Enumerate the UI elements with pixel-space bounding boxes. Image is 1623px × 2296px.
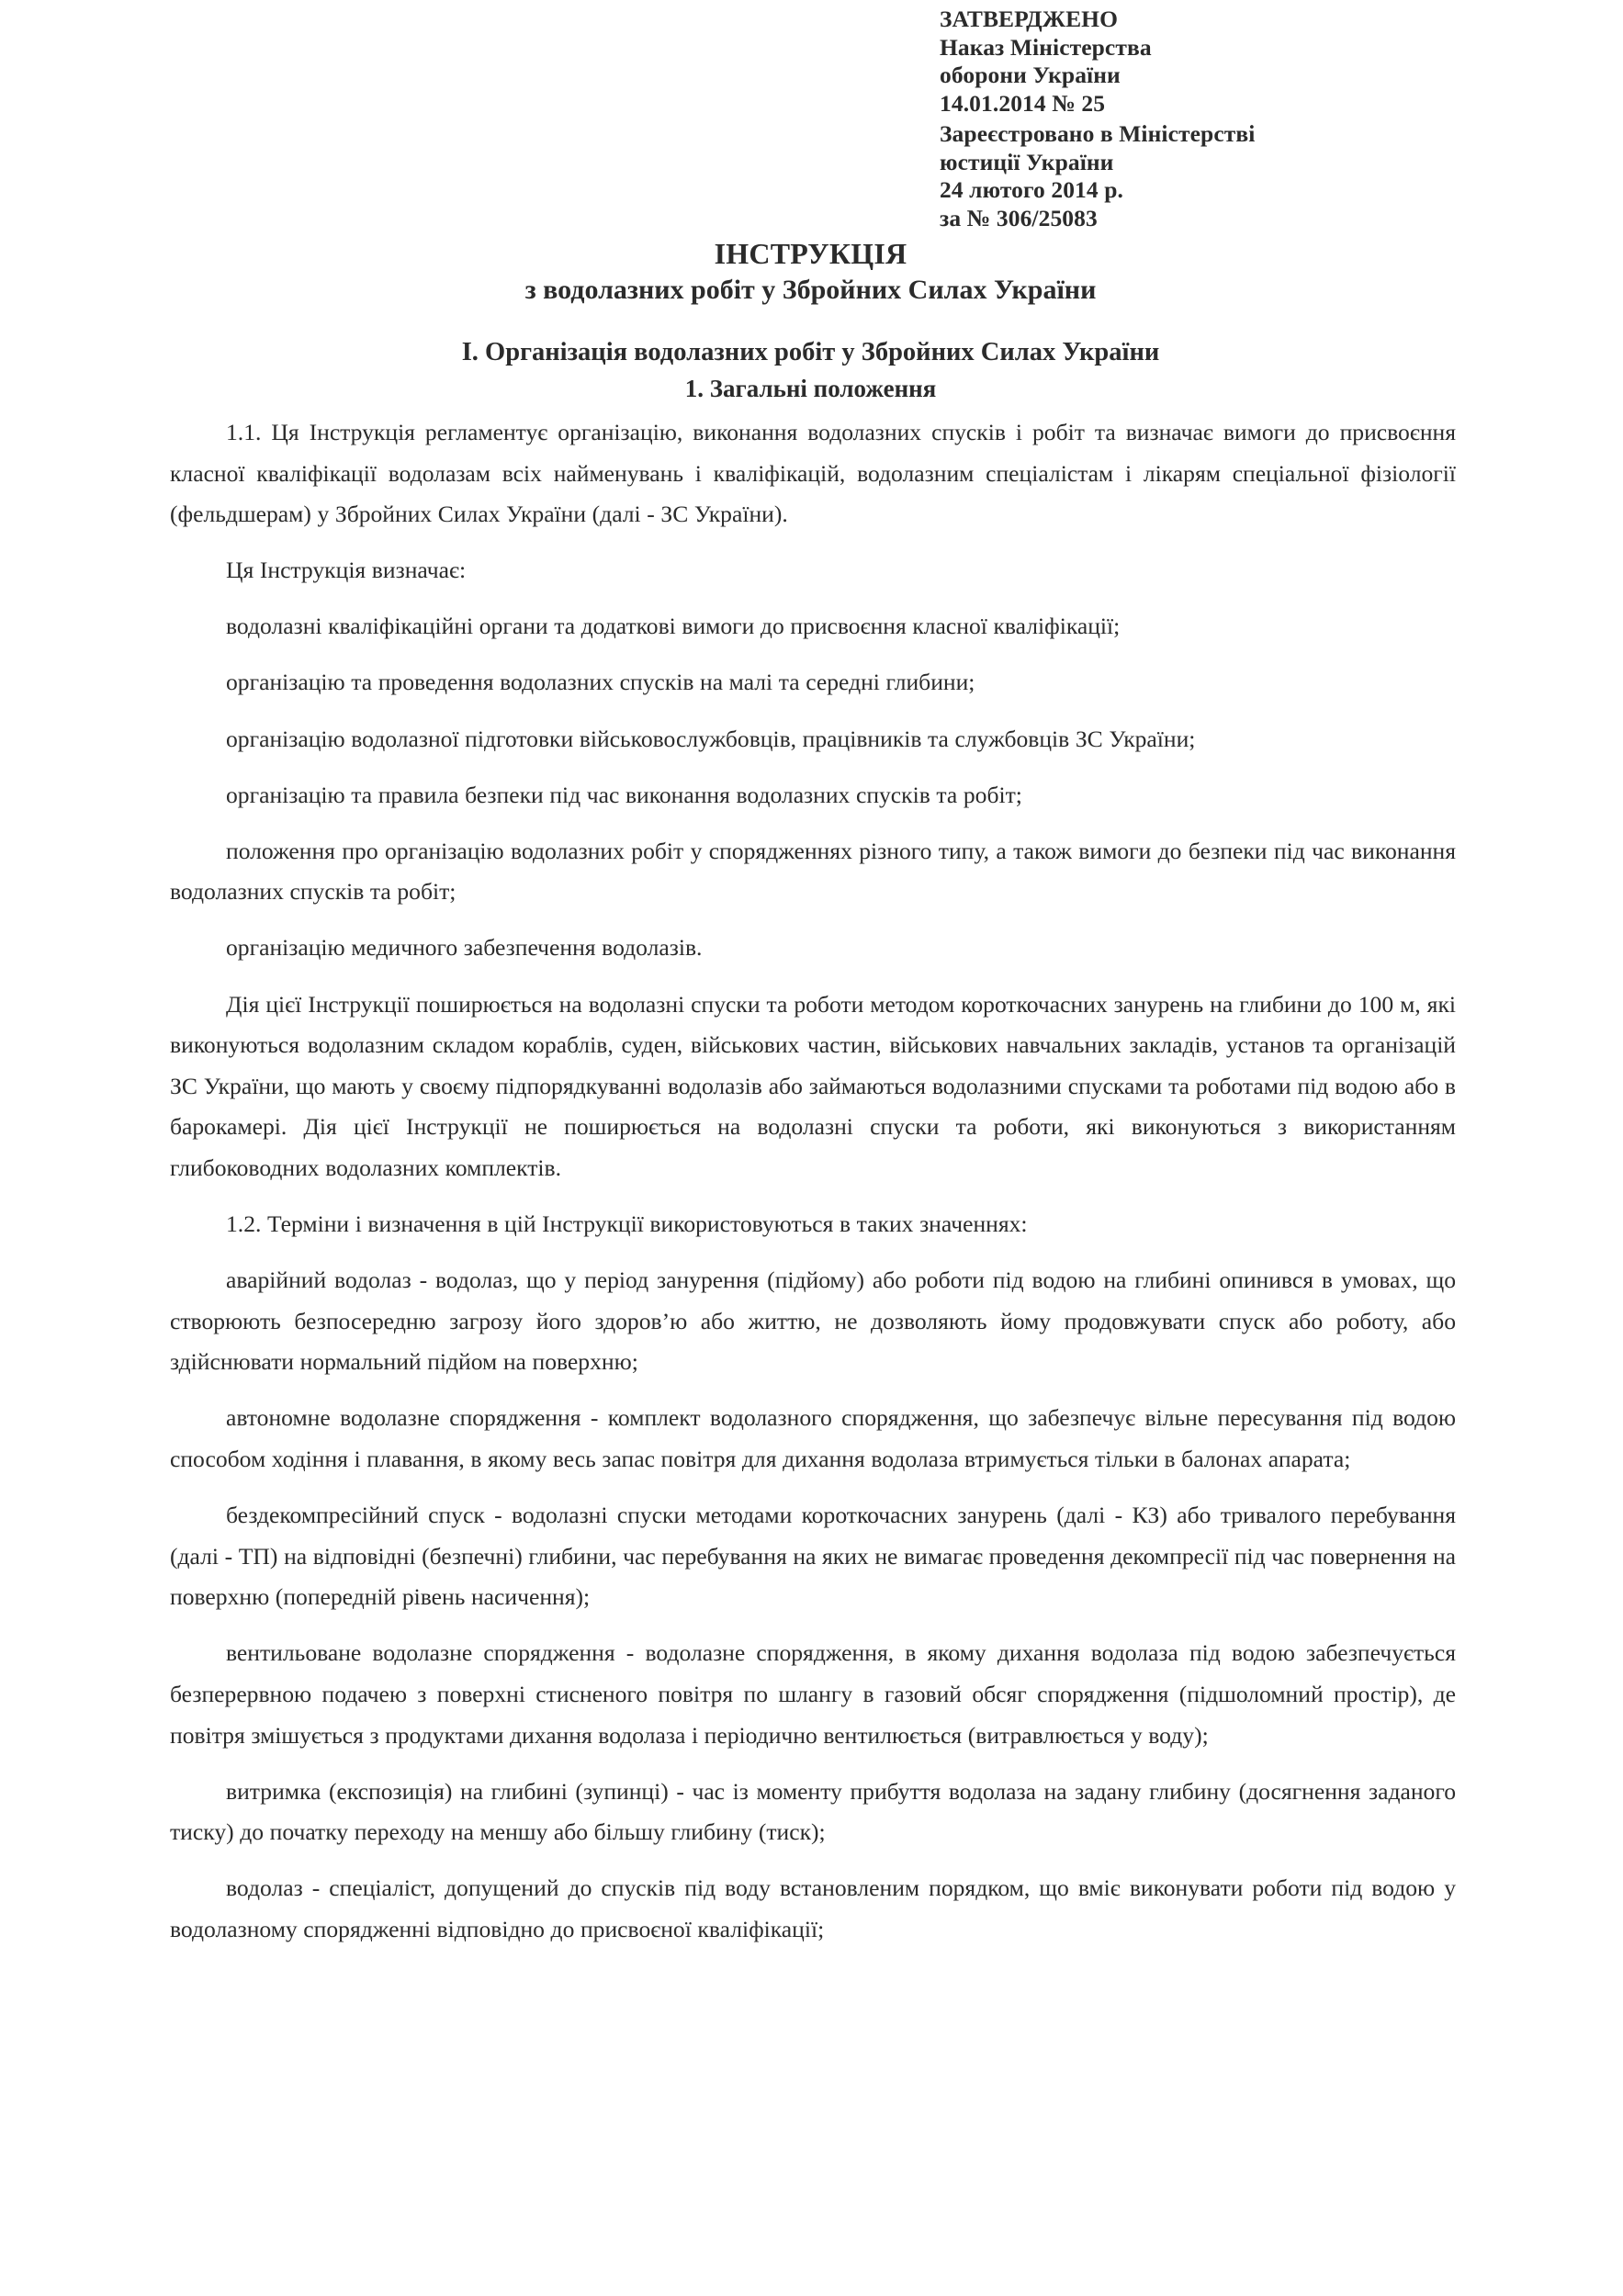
- paragraph: організацію медичного забезпечення водолазів.: [226, 934, 703, 962]
- paragraph: Дія цієї Інструкції поширюється на водолазні спуски та роботи методом короткочасних занурень на глибини до 100 м, які виконуються водолазним складом кораблів, суден, військових частин, військових навчальних закладів, установ та організацій ЗС України, що мають у своєму підпорядкуванні водолазів або займаються водолазними спусками та роботами під водою або в барокамері. Дія цієї Інструкції не поширюється на водолазні спуски та роботи, які виконуються з використанням глибоководних водолазних комплектів.: [170, 990, 1456, 1181]
- approval-block: [940, 6, 1527, 118]
- registration-line-2: юстиції України: [940, 148, 1114, 175]
- paragraph: організацію водолазної підготовки військовослужбовців, працівників та службовців ЗС України;: [226, 725, 1196, 752]
- registration-line-4: за № 306/25083: [940, 204, 1098, 231]
- subsection-heading: 1. Загальні положення: [684, 375, 937, 402]
- paragraph: вентильоване водолазне спорядження - водолазне спорядження, в якому дихання водолаза під водою забезпечується безперервною подачею з поверхні стисненого повітря по шлангу в газовий обсяг спорядження (підшоломний простір), де повітря змішується з продуктами дихання водолаза і періодично вентилюється (витравлюється у воду);: [170, 1639, 1456, 1749]
- approval-line-2: Наказ Міністерства: [940, 33, 1152, 61]
- paragraph: 1.2. Терміни і визначення в цій Інструкції використовуються в таких значеннях:: [226, 1210, 1028, 1237]
- paragraph: водолаз - спеціаліст, допущений до спусків під воду встановленим порядком, що вміє виконувати роботи під водою у водолазному спорядженні відповідно до присвоєної кваліфікації;: [170, 1874, 1456, 1942]
- document-subtitle: з водолазних робіт у Збройних Силах України: [524, 275, 1097, 305]
- section-heading: І. Організація водолазних робіт у Збройних Силах України: [461, 338, 1160, 366]
- paragraph: автономне водолазне спорядження - комплект водолазного спорядження, що забезпечує вільне пересування під водою способом ходіння і плавання, в якому весь запас повітря для дихання водолаза втримується тільки в балонах апарата;: [170, 1404, 1456, 1472]
- paragraph: витримка (експозиція) на глибині (зупинці) - час із моменту прибуття водолаза на задану глибину (досягнення заданого тиску) до початку переходу на меншу або більшу глибину (тиск);: [170, 1777, 1456, 1846]
- paragraph: аварійний водолаз - водолаз, що у період занурення (підйому) або роботи під водою на глибині опинився в умовах, що створюють безпосередню загрозу його здоров’ю або життю, не дозволяють йому продовжувати спуск або роботу, або здійснювати нормальний підйом на поверхню;: [170, 1266, 1456, 1376]
- paragraph: бездекомпресійний спуск - водолазні спуски методами короткочасних занурень (далі - КЗ) або тривалого перебування (далі - ТП) на відповідні (безпечні) глибини, час перебування на яких не вимагає проведення декомпресії під час повернення на поверхню (попередній рівень насичення);: [170, 1502, 1456, 1611]
- paragraph: положення про організацію водолазних робіт у спорядженнях різного типу, а також вимоги до безпеки під час виконання водолазних спусків та робіт;: [170, 837, 1456, 906]
- registration-block: [940, 120, 1546, 232]
- registration-line-3: 24 лютого 2014 р.: [940, 176, 1123, 203]
- approval-line-1: ЗАТВЕРДЖЕНО: [940, 6, 1119, 32]
- paragraph: Ця Інструкція визначає:: [226, 557, 467, 584]
- paragraph: організацію та правила безпеки під час виконання водолазних спусків та робіт;: [226, 781, 1022, 808]
- approval-line-3: оборони України: [940, 62, 1121, 88]
- paragraph: організацію та проведення водолазних спусків на малі та середні глибини;: [226, 669, 975, 696]
- paragraph: 1.1. Ця Інструкція регламентує організацію, виконання водолазних спусків і робіт та визначає вимоги до присвоєння класної кваліфікації водолазам всіх найменувань і кваліфікацій, водолазним спеціалістам і лікарям спеціальної фізіології (фельдшерам) у Збройних Силах України (далі - ЗС України).: [170, 419, 1456, 528]
- paragraph: водолазні кваліфікаційні органи та додаткові вимоги до присвоєння класної кваліфікації;: [226, 613, 1121, 640]
- approval-line-4: 14.01.2014 № 25: [940, 89, 1106, 117]
- registration-line-1: Зареєстровано в Міністерстві: [940, 120, 1256, 147]
- body-text: [170, 412, 1456, 1951]
- document-title: ІНСТРУКЦІЯ: [714, 237, 907, 270]
